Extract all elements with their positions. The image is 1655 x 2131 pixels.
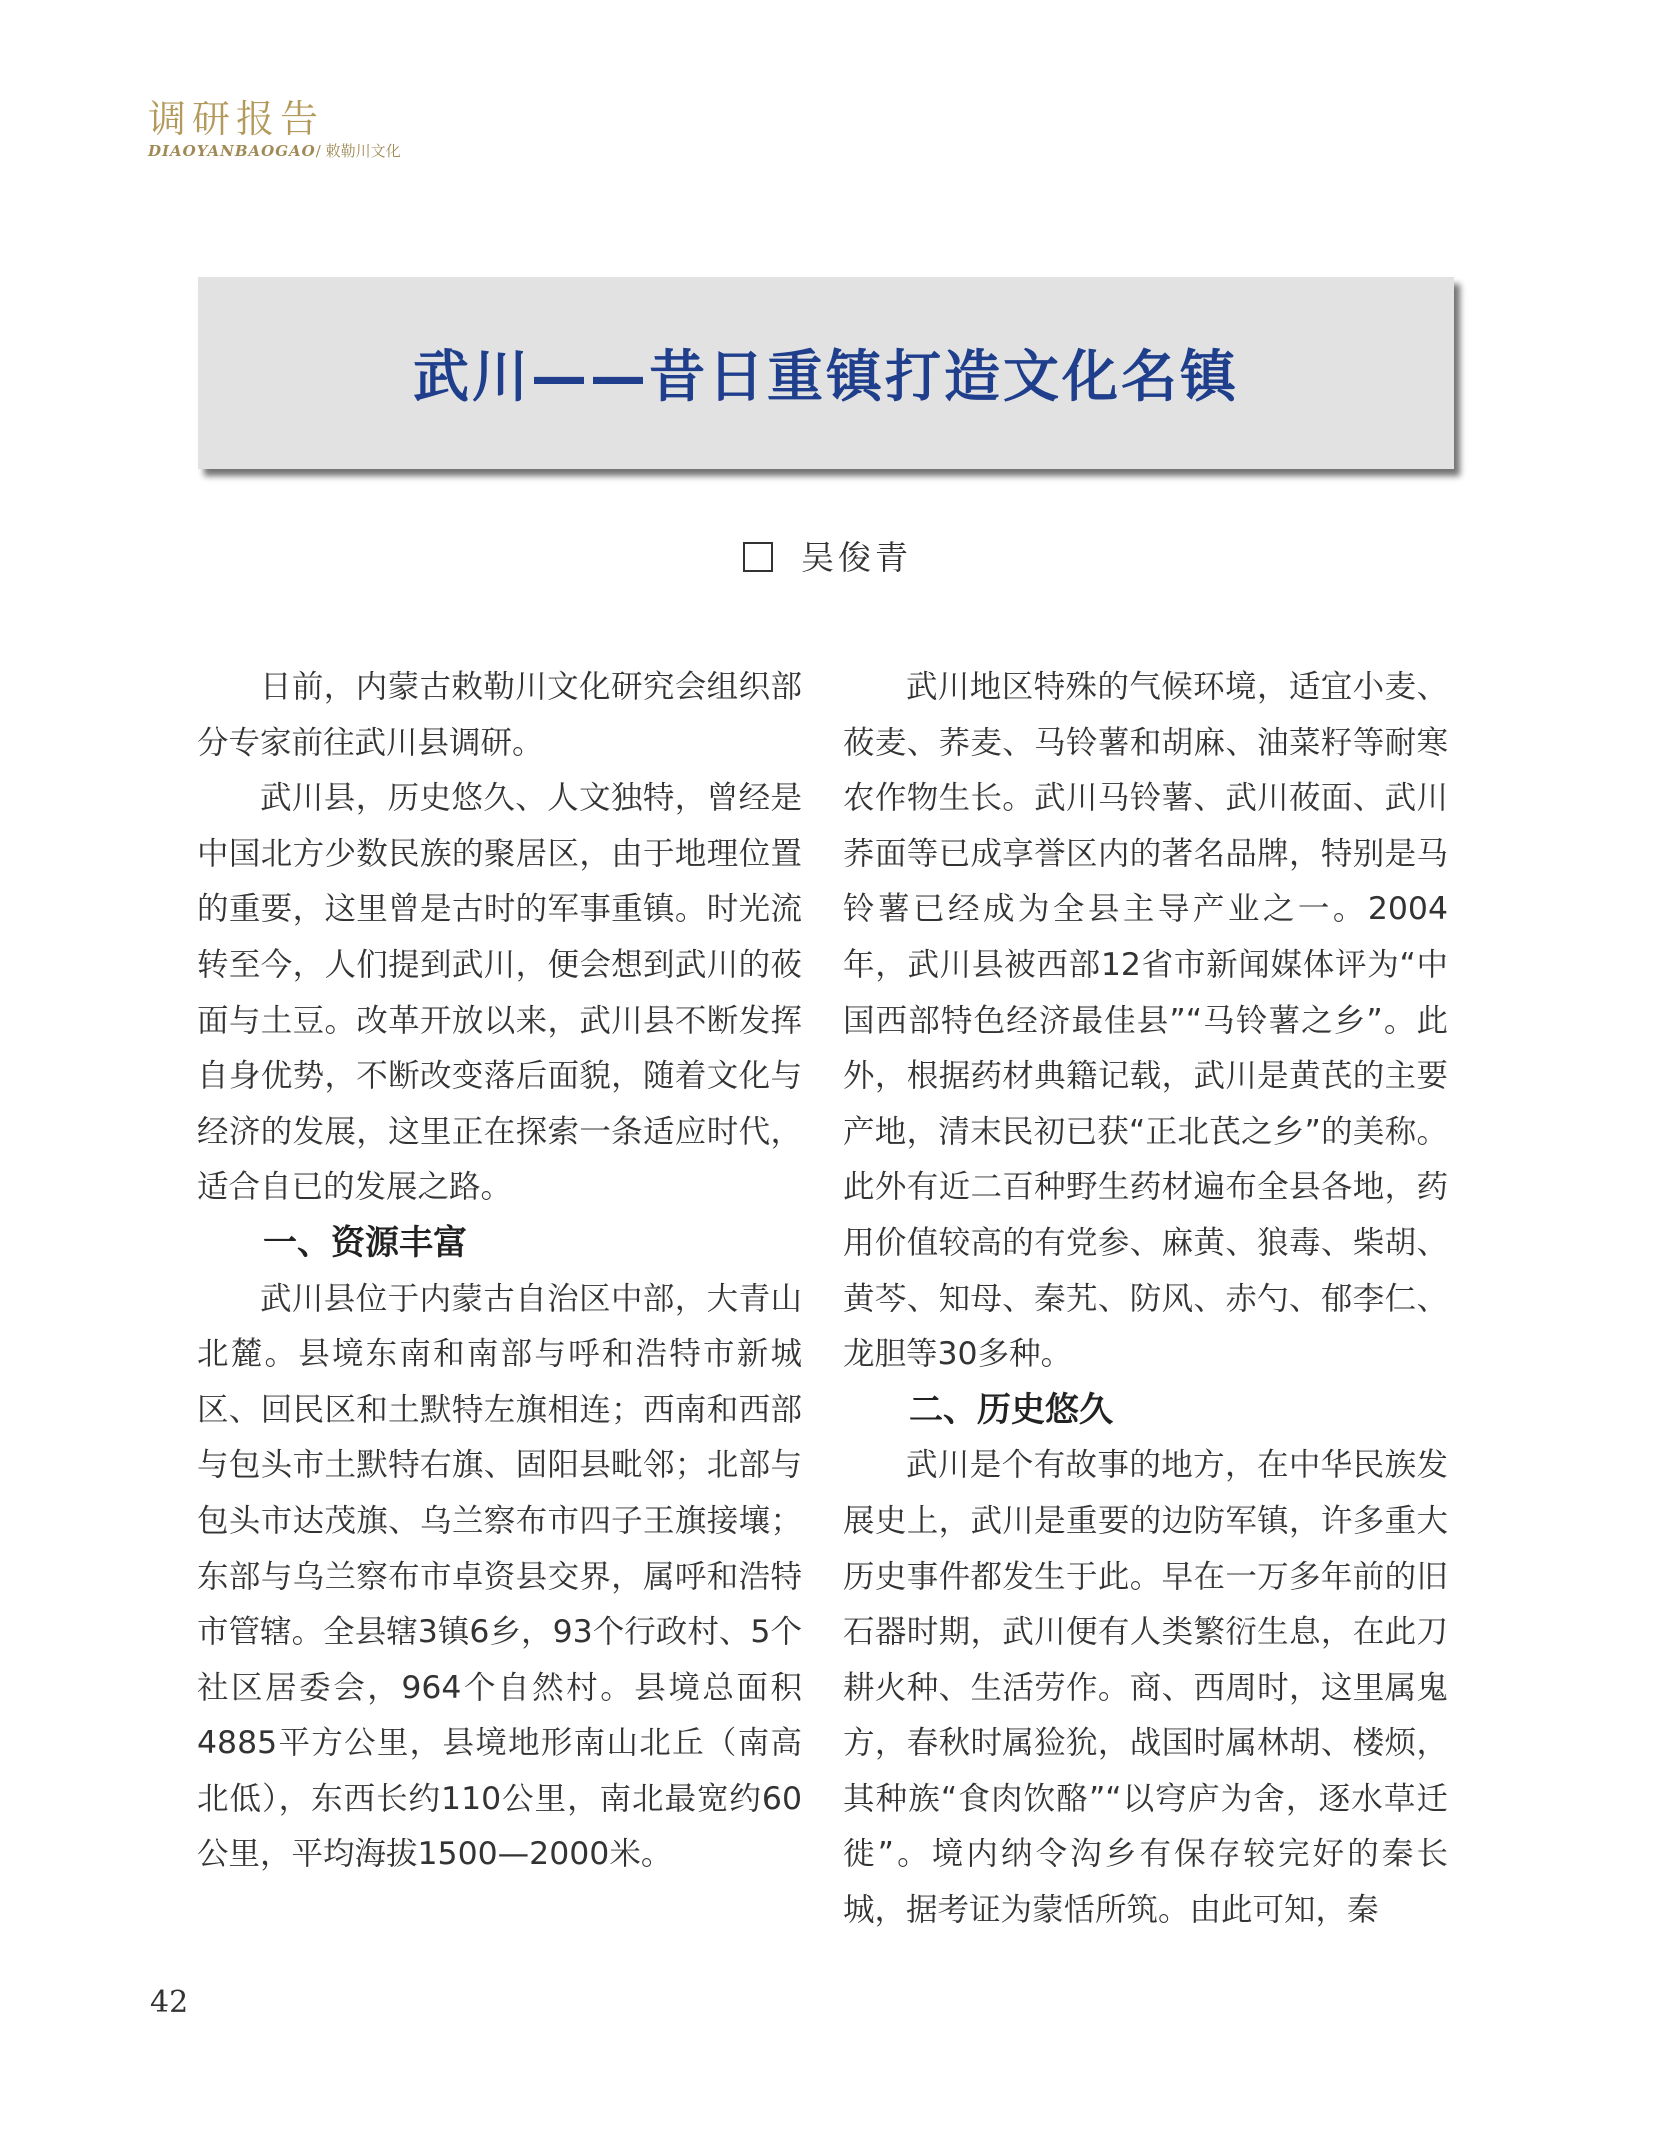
paragraph: 武川地区特殊的气候环境，适宜小麦、莜麦、荞麦、马铃薯和胡麻、油菜籽等耐寒农作物生长。武川马铃薯、武川莜面、武川荞面等已成享誉区内的著名品牌，特别是马铃薯已经成为全县主导产业之一。2004年，武川县被西部12省市新闻媒体评为“中国西部特色经济最佳县”“马铃薯之乡”。此外，根据药材典籍记载，武川是黄芪的主要产地，清末民初已获“正北芪之乡”的美称。此外有近二百种野生药材遍布全县各地，药用价值较高的有党参、麻黄、狼毒、柴胡、黄芩、知母、秦艽、防风、赤勺、郁李仁、龙胆等30多种。 — [843, 669, 1448, 1373]
byline — [0, 532, 1655, 579]
author-name: 吴俊青 — [801, 538, 912, 577]
section-header — [148, 97, 401, 160]
square-bullet-icon — [743, 542, 773, 572]
paragraph: 武川县位于内蒙古自治区中部，大青山北麓。县境东南和南部与呼和浩特市新城区、回民区和土默特左旗相连；西南和西部与包头市土默特右旗、固阳县毗邻；北部与包头市达茂旗、乌兰察布市四子王旗接壤；东部与乌兰察布市卓资县交界，属呼和浩特市管辖。全县辖3镇6乡，93个行政村、5个社区居委会，964个自然村。县境总面积4885平方公里，县境地形南山北丘（南高北低），东西长约110公里，南北最宽约60公里，平均海拔1500—2000米。 — [197, 1280, 802, 1873]
section-title: 调研报告 — [148, 97, 325, 141]
section-separator: / — [315, 142, 321, 160]
paragraph: 武川县，历史悠久、人文独特，曾经是中国北方少数民族的聚居区，由于地理位置的重要，这里曾是古时的军事重镇。时光流转至今，人们提到武川，便会想到武川的莜面与土豆。改革开放以来，武川县不断发挥自身优势，不断改变落后面貌，随着文化与经济的发展，这里正在探索一条适应时代，适合自已的发展之路。 — [197, 780, 802, 1206]
article-title: 武川——昔日重镇打造文化名镇 — [413, 345, 1239, 410]
column-name: 敕勒川文化 — [325, 142, 401, 160]
right-column — [843, 660, 1448, 1939]
section-heading: 一、资源丰富 — [263, 1222, 467, 1263]
section-pinyin: DIAOYANBAOGAO — [148, 142, 316, 160]
section-subtitle — [148, 144, 401, 159]
paragraph: 武川是个有故事的地方，在中华民族发展史上，武川是重要的边防军镇，许多重大历史事件都发生于此。早在一万多年前的旧石器时期，武川便有人类繁衍生息，在此刀耕火种、生活劳作。商、西周时，这里属鬼方，春秋时属猃狁，战国时属林胡、楼烦，其种族“食肉饮酪”“以穹庐为舍，逐水草迁徙”。境内纳令沟乡有保存较完好的秦长城，据考证为蒙恬所筑。由此可知，秦 — [843, 1447, 1448, 1929]
left-column — [197, 660, 802, 1883]
page-number: 42 — [150, 1985, 189, 2020]
paragraph: 日前，内蒙古敕勒川文化研究会组织部分专家前往武川县调研。 — [197, 669, 802, 761]
section-heading: 二、历史悠久 — [909, 1389, 1113, 1430]
title-banner — [198, 277, 1454, 469]
